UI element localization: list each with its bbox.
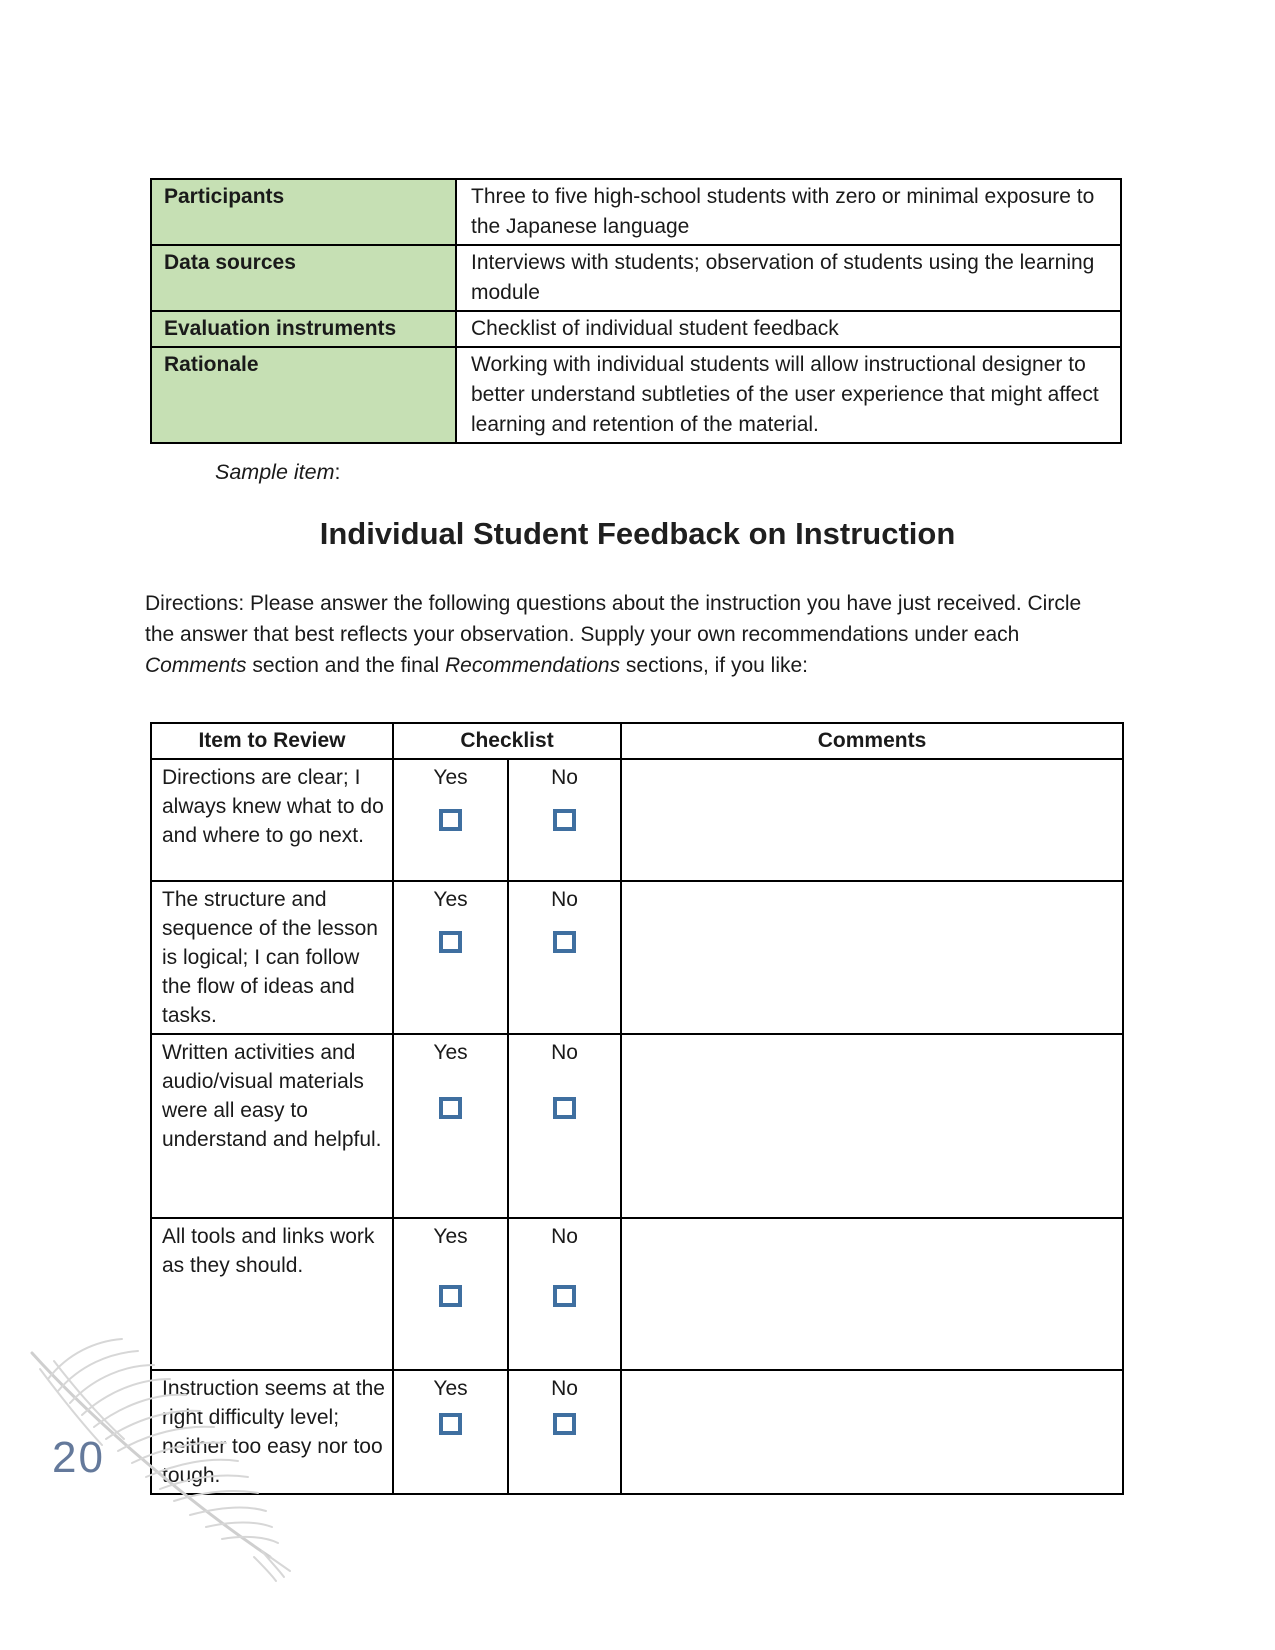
- header-checklist: Checklist: [393, 723, 621, 759]
- row-label: Rationale: [151, 347, 456, 443]
- form-title: Individual Student Feedback on Instruction: [319, 516, 956, 551]
- directions-part: Directions: Please answer the following questions about the instruction you have just received. Circle the answer that best reflects your observation. Supply your own recommendations under each: [145, 592, 1082, 646]
- sample-item-colon: :: [334, 460, 341, 484]
- no-cell: [508, 1034, 621, 1218]
- directions-part: sections, if you like:: [620, 654, 809, 677]
- sample-item-text: Sample item: [215, 460, 335, 484]
- no-cell: [508, 881, 621, 1034]
- row-value: Checklist of individual student feedback: [456, 311, 1121, 347]
- row-value: Three to five high-school students with zero or minimal exposure to the Japanese language: [456, 179, 1121, 245]
- no-label: No: [551, 1041, 578, 1064]
- comments-cell[interactable]: [621, 1034, 1123, 1218]
- yes-checkbox[interactable]: [439, 1285, 462, 1307]
- item-text: Instruction seems at the right difficulty level; neither too easy nor too tough.: [151, 1370, 393, 1494]
- evaluation-summary-table: [150, 178, 1122, 444]
- yes-cell: [393, 1370, 508, 1494]
- yes-checkbox[interactable]: [439, 1097, 462, 1119]
- row-label: Evaluation instruments: [151, 311, 456, 347]
- row-value: Interviews with students; observation of students using the learning module: [456, 245, 1121, 311]
- yes-label: Yes: [433, 888, 468, 911]
- item-text: The structure and sequence of the lesson is logical; I can follow the flow of ideas and tasks.: [151, 881, 393, 1034]
- table-row: [151, 179, 1121, 245]
- table-row: [151, 245, 1121, 311]
- header-comments: Comments: [621, 723, 1123, 759]
- yes-checkbox[interactable]: [439, 809, 462, 831]
- no-label: No: [551, 1377, 578, 1400]
- no-checkbox[interactable]: [553, 1097, 576, 1119]
- no-checkbox[interactable]: [553, 1413, 576, 1435]
- comments-cell[interactable]: [621, 1370, 1123, 1494]
- yes-label: Yes: [433, 766, 468, 789]
- yes-cell: [393, 1218, 508, 1370]
- yes-cell: [393, 759, 508, 881]
- comments-cell[interactable]: [621, 1218, 1123, 1370]
- no-checkbox[interactable]: [553, 809, 576, 831]
- row-label: Participants: [151, 179, 456, 245]
- no-cell: [508, 759, 621, 881]
- item-text: Written activities and audio/visual materials were all easy to understand and helpful.: [151, 1034, 393, 1218]
- sample-item-caption: [215, 460, 340, 485]
- directions-part: section and the final: [246, 654, 445, 677]
- yes-cell: [393, 1034, 508, 1218]
- yes-label: Yes: [433, 1377, 468, 1400]
- item-text: Directions are clear; I always knew what to do and where to go next.: [151, 759, 393, 881]
- comments-cell[interactable]: [621, 759, 1123, 881]
- no-label: No: [551, 1225, 578, 1248]
- no-cell: [508, 1370, 621, 1494]
- yes-checkbox[interactable]: [439, 1413, 462, 1435]
- item-text: All tools and links work as they should.: [151, 1218, 393, 1370]
- yes-label: Yes: [433, 1041, 468, 1064]
- checklist-row: [151, 881, 1123, 1034]
- directions-italic-recommendations: Recommendations: [445, 654, 621, 677]
- row-value: Working with individual students will allow instructional designer to better understand subtleties of the user experience that might affect learning and retention of the material.: [456, 347, 1121, 443]
- no-checkbox[interactable]: [553, 1285, 576, 1307]
- checklist-header-row: [151, 723, 1123, 759]
- yes-label: Yes: [433, 1225, 468, 1248]
- yes-checkbox[interactable]: [439, 931, 462, 953]
- header-item-to-review: Item to Review: [151, 723, 393, 759]
- checklist-row: [151, 1034, 1123, 1218]
- table-row: [151, 347, 1121, 443]
- table-row: [151, 311, 1121, 347]
- directions-text: [145, 588, 1105, 681]
- directions-italic-comments: Comments: [145, 654, 247, 677]
- no-cell: [508, 1218, 621, 1370]
- yes-cell: [393, 881, 508, 1034]
- checklist-row: [151, 759, 1123, 881]
- no-label: No: [551, 888, 578, 911]
- page-number: 20: [52, 1433, 105, 1482]
- no-checkbox[interactable]: [553, 931, 576, 953]
- no-label: No: [551, 766, 578, 789]
- row-label: Data sources: [151, 245, 456, 311]
- comments-cell[interactable]: [621, 881, 1123, 1034]
